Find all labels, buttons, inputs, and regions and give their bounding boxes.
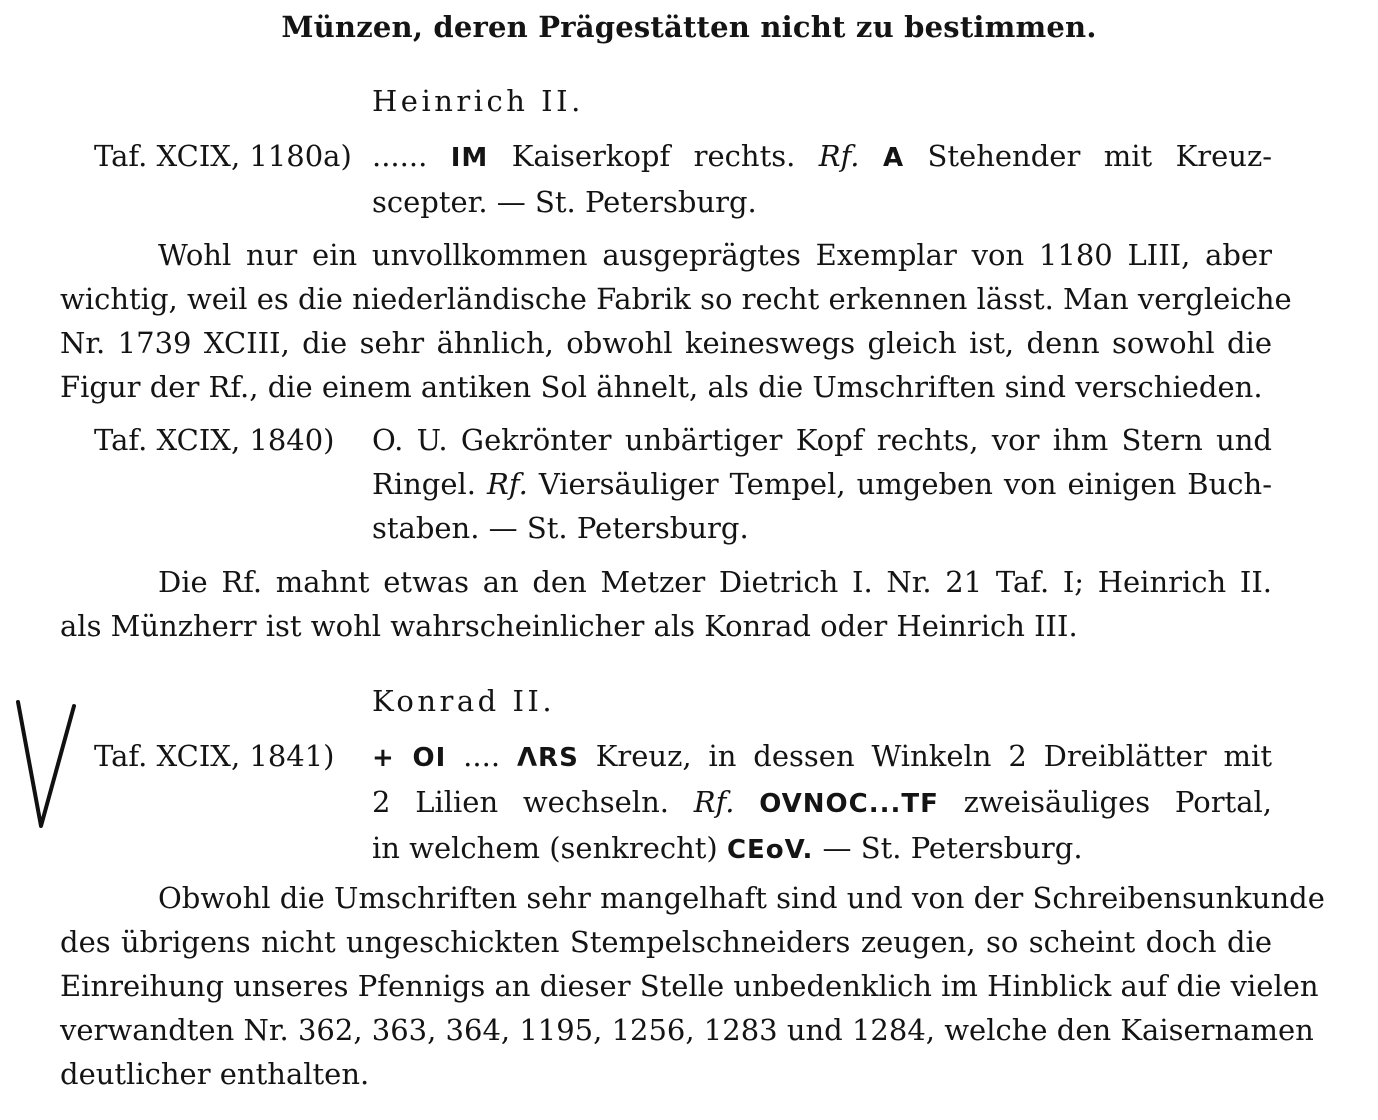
commentary-line: Wohl nur ein unvollkommen ausgeprägtes Exemplar von 1180 LIII, aber [158,238,1272,272]
obverse-inscription-end: ΛRS [516,743,579,773]
commentary-paragraph-1180a [60,233,1292,409]
description-text: Ringel. [372,467,477,501]
lacuna-dots: ...... [372,139,428,173]
reverse-text: zweisäuliges Portal, [963,785,1272,819]
obverse-text: Kreuz, in dessen Winkeln 2 Dreiblätter mit [595,739,1272,773]
reverse-abbrev: Rf. [818,139,860,173]
description-text: in welchem (senkrecht) [372,831,718,865]
coin-description [372,134,1272,224]
commentary-line: wichtig, weil es die niederländische Fabrik so recht erkennen lässt. Man vergleiche [60,282,1292,316]
description-line [372,780,1272,826]
commentary-line: Die Rf. mahnt etwas an den Metzer Dietrich I. Nr. 21 Taf. I; Heinrich II. [158,565,1272,599]
commentary-line: des übrigens nicht ungeschickten Stempelschneiders zeugen, so scheint doch die [60,925,1272,959]
commentary-line: Einreihung unseres Pfennigs an dieser Stelle unbedenklich im Hinblick auf die vielen [60,969,1319,1003]
reverse-text: Viersäuliger Tempel, umgeben von einigen Buch- [538,467,1273,501]
commentary-line: als Münzherr ist wohl wahrscheinlicher als Konrad oder Heinrich III. [60,609,1078,643]
page-title: Münzen, deren Prägestätten nicht zu bestimmen. [281,10,1097,44]
coin-description [372,418,1272,550]
commentary-paragraph-1840 [60,560,1272,648]
obverse-inscription: IM [450,143,489,173]
reverse-inscription: OVNOC...TF [759,789,939,819]
description-line [372,462,1272,506]
description-line [372,134,1272,180]
coin-description [372,734,1272,872]
obverse-text: Kaiserkopf rechts. [511,139,796,173]
ruler-heading-heinrich: Heinrich II. [372,84,584,118]
reverse-inscription: A [882,143,905,173]
commentary-line: Figur der Rf., die einem antiken Sol ähnelt, als die Umschriften sind verschieden. [60,370,1263,404]
ruler-heading-konrad: Konrad II. [372,684,556,718]
description-line [372,734,1272,780]
commentary-line: Obwohl die Umschriften sehr mangelhaft sind und von der Schreibensunkunde [158,881,1325,915]
commentary-line: Nr. 1739 XCIII, die sehr ähnlich, obwohl keineswegs gleich ist, denn sowohl die [60,326,1272,360]
plate-reference: Taf. XCIX, 1840) [94,423,335,457]
reverse-abbrev: Rf. [693,785,735,819]
lacuna-dots: .... [463,739,501,773]
description-line: staben. — St. Petersburg. [372,511,749,545]
commentary-line: verwandten Nr. 362, 363, 364, 1195, 1256, 1283 und 1284, welche den Kaisernamen [60,1013,1314,1047]
reverse-abbrev: Rf. [487,467,528,501]
description-line [372,826,1272,872]
description-line: O. U. Gekrönter unbärtiger Kopf rechts, vor ihm Stern und [372,423,1272,457]
description-text: 2 Lilien wechseln. [372,785,669,819]
provenance-text: — St. Petersburg. [822,831,1083,865]
margin-v-mark-icon [14,698,84,830]
commentary-line: deutlicher enthalten. [60,1057,370,1091]
reverse-text: Stehender mit Kreuz- [927,139,1273,173]
plate-reference: Taf. XCIX, 1841) [94,739,335,773]
description-line: scepter. — St. Petersburg. [372,185,757,219]
obverse-inscription: + OI [372,743,447,773]
commentary-paragraph-1841 [60,876,1325,1096]
field-inscription: CEoV. [726,835,814,865]
plate-reference: Taf. XCIX, 1180a) [94,139,352,173]
